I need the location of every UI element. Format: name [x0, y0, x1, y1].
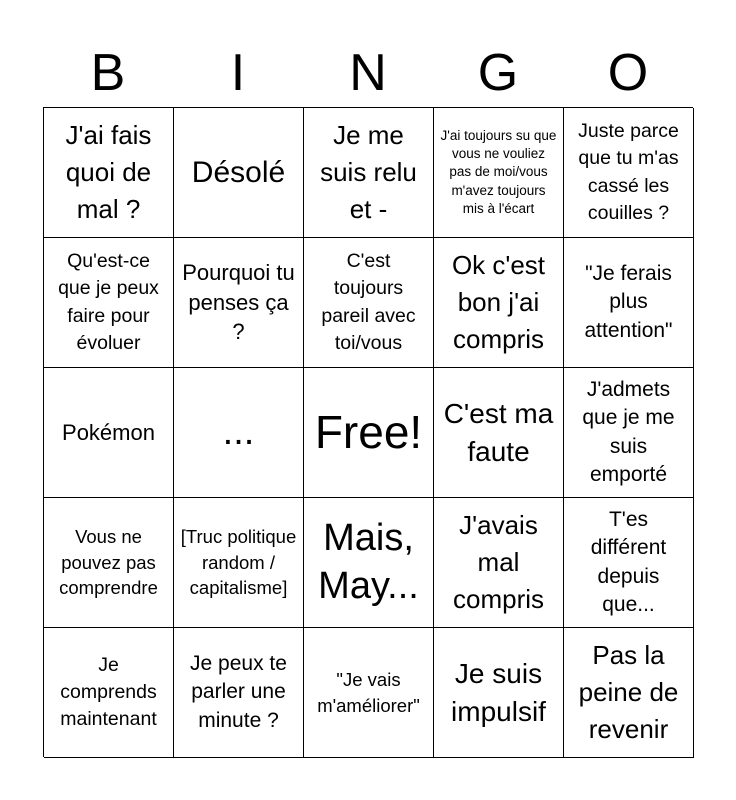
bingo-cell[interactable] [44, 628, 174, 758]
bingo-cell[interactable] [304, 238, 434, 368]
cell-text: [Truc politique random / capitalisme] [180, 525, 297, 599]
cell-text: Pourquoi tu penses ça ? [182, 259, 295, 345]
cell-text: J'ai toujours su que vous ne vouliez pas de moi/vous m'avez toujours mis à l'écart [440, 127, 557, 216]
free-space[interactable] [304, 368, 434, 498]
bingo-cell[interactable] [44, 108, 174, 238]
cell-text: Je peux te parler une minute ? [190, 651, 287, 732]
cell-text: T'es différent depuis que... [590, 507, 667, 616]
cell-text: Free! [314, 406, 423, 459]
bingo-cell[interactable] [434, 108, 564, 238]
bingo-cell[interactable] [174, 628, 304, 758]
cell-text: C'est ma faute [443, 397, 554, 467]
bingo-cell[interactable] [304, 498, 434, 628]
cell-text: J'ai fais quoi de mal ? [65, 120, 152, 224]
bingo-cell[interactable] [564, 628, 694, 758]
bingo-cell[interactable] [564, 108, 694, 238]
cell-text: Ok c'est bon j'ai compris [451, 250, 546, 354]
cell-text: J'admets que je me suis emporté [582, 377, 675, 486]
cell-text: "Je ferais plus attention" [584, 261, 673, 342]
bingo-cell[interactable] [304, 628, 434, 758]
bingo-cell[interactable] [174, 498, 304, 628]
bingo-cell[interactable] [564, 498, 694, 628]
header-letter-i: I [230, 44, 246, 102]
header-letter-g: G [477, 44, 519, 102]
cell-text: C'est toujours pareil avec toi/vous [321, 249, 416, 354]
cell-text: ... [222, 410, 255, 453]
cell-text: J'avais mal compris [452, 510, 544, 614]
cell-text: Qu'est-ce que je peux faire pour évoluer [58, 249, 159, 354]
cell-text: Pas la peine de revenir [578, 640, 679, 744]
bingo-cell[interactable] [174, 108, 304, 238]
bingo-cell[interactable] [174, 238, 304, 368]
header-letter-b: B [90, 44, 126, 102]
bingo-grid [43, 107, 693, 757]
cell-text: Vous ne pouvez pas comprendre [59, 525, 158, 599]
bingo-cell[interactable] [44, 368, 174, 498]
header-letter-o: O [607, 44, 649, 102]
bingo-cell[interactable] [44, 498, 174, 628]
bingo-cell[interactable] [44, 238, 174, 368]
cell-text: Pokémon [62, 419, 155, 445]
bingo-cell[interactable] [434, 628, 564, 758]
cell-text: Désolé [191, 155, 286, 189]
cell-text: "Je vais m'améliorer" [317, 668, 420, 716]
bingo-cell[interactable] [434, 368, 564, 498]
bingo-cell[interactable] [564, 368, 694, 498]
bingo-cell[interactable] [564, 238, 694, 368]
cell-text: Juste parce que tu m'as cassé les couilles ? [578, 119, 679, 224]
bingo-cell[interactable] [434, 498, 564, 628]
header-letter-n: N [349, 44, 387, 102]
cell-text: Je comprends maintenant [60, 653, 157, 731]
bingo-cell[interactable] [434, 238, 564, 368]
bingo-cell[interactable] [174, 368, 304, 498]
cell-text: Je suis impulsif [451, 657, 546, 727]
cell-text: Je me suis relu et - [320, 120, 417, 224]
bingo-cell[interactable] [304, 108, 434, 238]
cell-text: Mais, May... [318, 517, 419, 607]
bingo-header [43, 40, 693, 106]
